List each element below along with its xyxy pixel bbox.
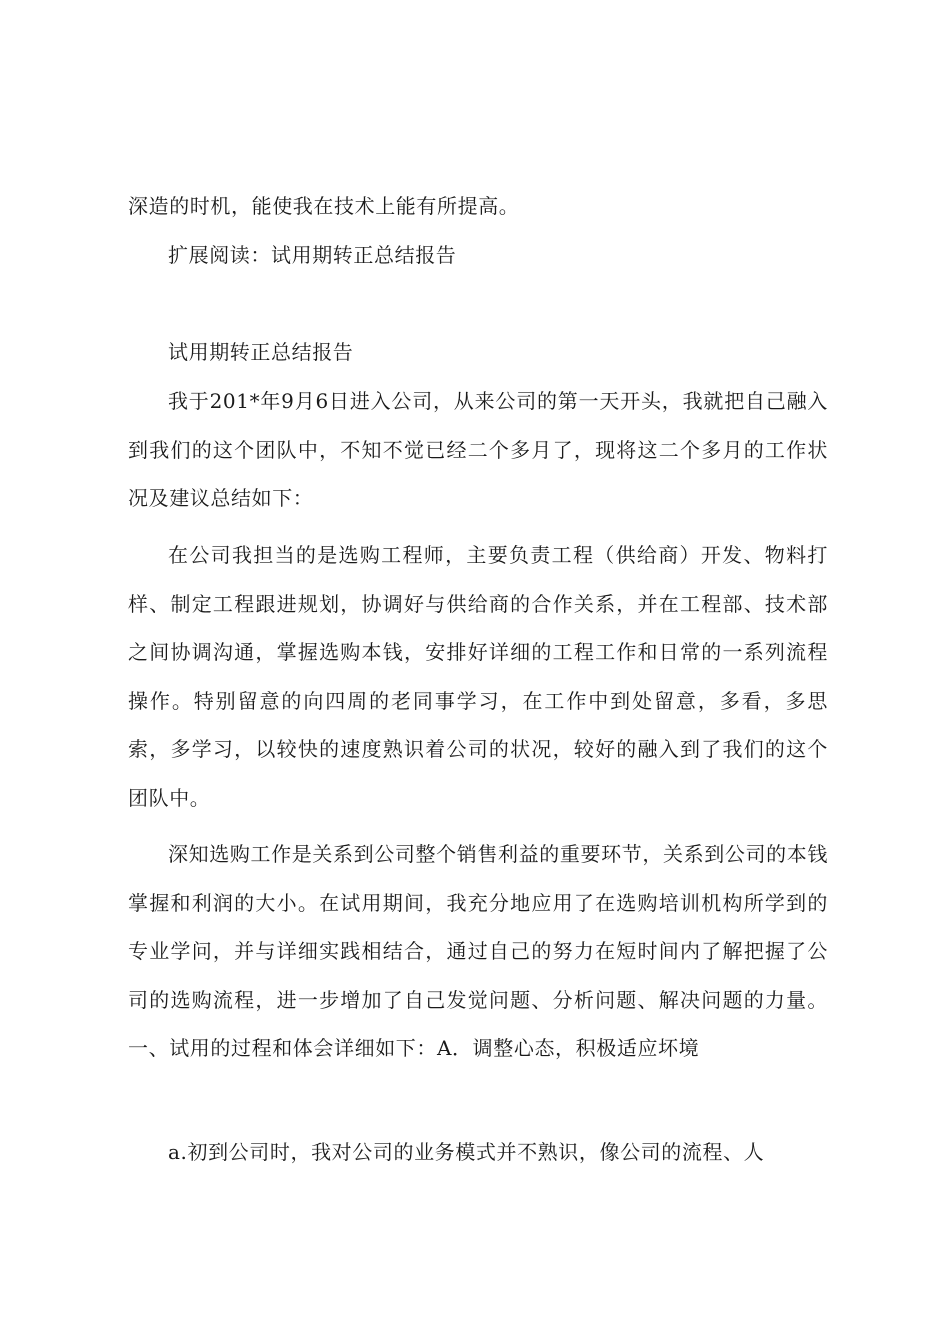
- paragraph-purchasing: 深知选购工作是关系到公司整个销售利益的重要环节，关系到公司的本钱掌握和利润的大小。在试用期间，我充分地应用了在选购培训机构所学到的专业学问，并与详细实践相结合，通过自己的努力在短时间内了解把握了公司的选购流程，进一步增加了自己发觉问题、分析问题、解决问题的力量。一、试用的过程和体会详细如下：A．调整心态，积极适应坏境: [128, 842, 828, 1060]
- paragraph-extended-reading: 扩展阅读：试用期转正总结报告: [168, 243, 457, 267]
- section-title: 试用期转正总结报告: [168, 340, 354, 364]
- paragraph-intro: 我于201*年9月6日进入公司，从来公司的第一天开头，我就把自己融入到我们的这个团队中，不知不觉已经二个多月了，现将这二个多月的工作状况及建议总结如下：: [128, 389, 828, 510]
- paragraph-role: 在公司我担当的是选购工程师，主要负责工程（供给商）开发、物料打样、制定工程跟进规划，协调好与供给商的合作关系，并在工程部、技术部之间协调沟通，掌握选购本钱，安排好详细的工程工作和日常的一系列流程操作。特别留意的向四周的老同事学习，在工作中到处留意，多看，多思索，多学习，以较快的速度熟识着公司的状况，较好的融入到了我们的这个团队中。: [128, 543, 828, 810]
- paragraph-item-a: a.初到公司时，我对公司的业务模式并不熟识，像公司的流程、人: [168, 1140, 765, 1164]
- paragraph-continuation: 深造的时机，能使我在技术上能有所提高。: [128, 194, 520, 218]
